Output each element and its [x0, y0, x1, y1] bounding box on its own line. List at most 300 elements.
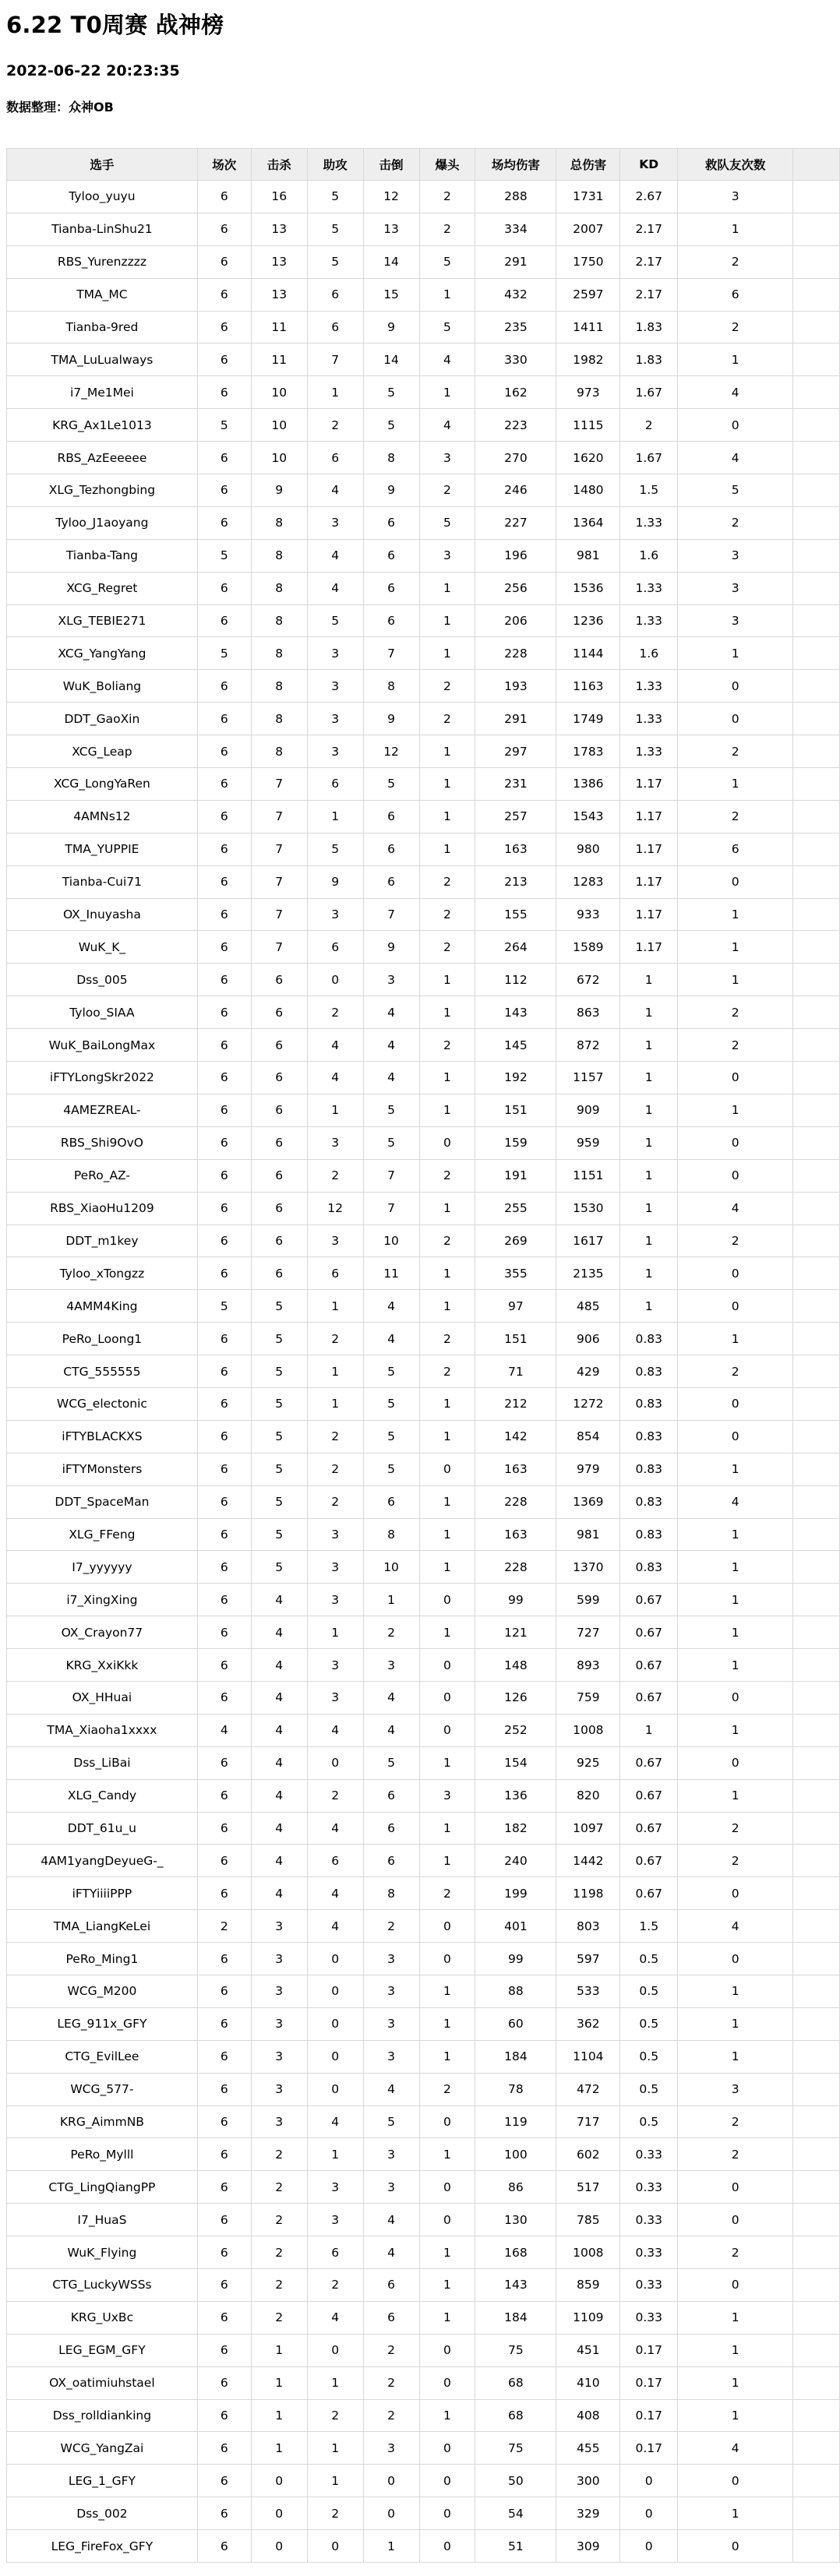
data-credit: 数据整理：众神OB [6, 100, 114, 115]
cell-revives: 1 [678, 1714, 793, 1746]
cell-total-damage: 1104 [556, 2040, 620, 2073]
cell-headshots: 0 [419, 2366, 475, 2399]
cell-assists: 2 [307, 1485, 363, 1518]
cell-kd: 0.67 [620, 1779, 678, 1812]
cell-kd: 0.33 [620, 2236, 678, 2269]
cell-revives: 0 [678, 1943, 793, 1975]
cell-extra [793, 931, 840, 964]
cell-revives: 1 [678, 1616, 793, 1649]
table-row [7, 604, 840, 637]
cell-kills: 1 [251, 2366, 307, 2399]
column-header-matches: 场次 [197, 149, 251, 181]
cell-kd: 0.17 [620, 2366, 678, 2399]
cell-matches: 6 [197, 506, 251, 539]
cell-headshots: 1 [419, 2301, 475, 2334]
cell-total-damage: 717 [556, 2106, 620, 2138]
cell-extra [793, 474, 840, 507]
cell-headshots: 1 [419, 2138, 475, 2171]
cell-knockdowns: 6 [363, 1779, 419, 1812]
cell-player: iFTYBLACKXS [7, 1420, 198, 1453]
cell-total-damage: 981 [556, 539, 620, 572]
cell-headshots: 2 [419, 474, 475, 507]
cell-total-damage: 485 [556, 1290, 620, 1323]
table-row [7, 1910, 840, 1943]
cell-total-damage: 1236 [556, 604, 620, 637]
cell-kd: 0.83 [620, 1355, 678, 1388]
cell-kd: 1 [620, 1159, 678, 1192]
cell-revives: 4 [678, 1910, 793, 1943]
cell-revives: 0 [678, 1877, 793, 1910]
cell-revives: 1 [678, 1323, 793, 1355]
cell-matches: 6 [197, 2236, 251, 2269]
cell-player: Dss_LiBai [7, 1746, 198, 1779]
cell-player: CTG_LingQiangPP [7, 2171, 198, 2204]
cell-headshots: 1 [419, 964, 475, 996]
table-row [7, 1518, 840, 1551]
cell-revives: 2 [678, 1029, 793, 1062]
cell-matches: 5 [197, 409, 251, 442]
cell-matches: 6 [197, 1681, 251, 1714]
table-row [7, 1453, 840, 1485]
cell-assists: 3 [307, 2204, 363, 2236]
cell-kd: 0.5 [620, 2106, 678, 2138]
table-row [7, 1714, 840, 1746]
cell-kd: 1 [620, 1225, 678, 1257]
cell-assists: 1 [307, 2432, 363, 2465]
cell-headshots: 1 [419, 2007, 475, 2040]
cell-kills: 13 [251, 213, 307, 245]
cell-total-damage: 1411 [556, 311, 620, 344]
cell-avg-damage: 97 [475, 1290, 556, 1323]
table-row [7, 1584, 840, 1616]
cell-kills: 6 [251, 1225, 307, 1257]
cell-avg-damage: 227 [475, 506, 556, 539]
cell-matches: 5 [197, 637, 251, 670]
cell-extra [793, 506, 840, 539]
cell-headshots: 2 [419, 1877, 475, 1910]
cell-kd: 0.5 [620, 1943, 678, 1975]
cell-player: 4AMNs12 [7, 800, 198, 833]
cell-revives: 0 [678, 703, 793, 735]
cell-avg-damage: 401 [475, 1910, 556, 1943]
cell-player: XLG_FFeng [7, 1518, 198, 1551]
cell-total-damage: 1008 [556, 2236, 620, 2269]
cell-kills: 4 [251, 1616, 307, 1649]
cell-assists: 4 [307, 474, 363, 507]
cell-total-damage: 1115 [556, 409, 620, 442]
cell-avg-damage: 119 [475, 2106, 556, 2138]
cell-kd: 1 [620, 996, 678, 1029]
cell-total-damage: 933 [556, 898, 620, 931]
cell-matches: 6 [197, 604, 251, 637]
cell-kd: 1 [620, 1192, 678, 1225]
table-row [7, 1420, 840, 1453]
cell-knockdowns: 5 [363, 409, 419, 442]
cell-revives: 3 [678, 181, 793, 213]
cell-player: WuK_BaiLongMax [7, 1029, 198, 1062]
cell-player: iFTYLongSkr2022 [7, 1062, 198, 1094]
cell-total-damage: 2597 [556, 278, 620, 311]
table-row [7, 2138, 840, 2171]
cell-total-damage: 1731 [556, 181, 620, 213]
cell-knockdowns: 5 [363, 768, 419, 801]
cell-revives: 0 [678, 2530, 793, 2563]
cell-assists: 6 [307, 311, 363, 344]
cell-total-damage: 1283 [556, 865, 620, 898]
cell-headshots: 1 [419, 376, 475, 409]
cell-revives: 4 [678, 2432, 793, 2465]
cell-knockdowns: 6 [363, 800, 419, 833]
table-row [7, 1877, 840, 1910]
cell-assists: 4 [307, 2106, 363, 2138]
cell-total-damage: 451 [556, 2334, 620, 2366]
table-row [7, 2106, 840, 2138]
cell-kd: 1.17 [620, 898, 678, 931]
cell-total-damage: 2007 [556, 213, 620, 245]
cell-extra [793, 1453, 840, 1485]
cell-matches: 6 [197, 1453, 251, 1485]
cell-revives: 2 [678, 506, 793, 539]
table-row [7, 344, 840, 376]
cell-revives: 2 [678, 1812, 793, 1845]
cell-revives: 1 [678, 2040, 793, 2073]
cell-revives: 2 [678, 2138, 793, 2171]
cell-headshots: 0 [419, 1649, 475, 1682]
cell-matches: 6 [197, 376, 251, 409]
cell-knockdowns: 15 [363, 278, 419, 311]
cell-kills: 0 [251, 2530, 307, 2563]
cell-matches: 6 [197, 1094, 251, 1126]
cell-extra [793, 1584, 840, 1616]
cell-extra [793, 2301, 840, 2334]
table-row [7, 2432, 840, 2465]
cell-kd: 0.33 [620, 2301, 678, 2334]
cell-headshots: 0 [419, 1681, 475, 1714]
cell-knockdowns: 4 [363, 1062, 419, 1094]
cell-headshots: 0 [419, 1126, 475, 1159]
cell-revives: 0 [678, 1387, 793, 1420]
table-row [7, 768, 840, 801]
cell-extra [793, 181, 840, 213]
cell-total-damage: 1370 [556, 1551, 620, 1584]
cell-extra [793, 1616, 840, 1649]
cell-kd: 0.67 [620, 1845, 678, 1877]
cell-assists: 6 [307, 931, 363, 964]
cell-player: DDT_61u_u [7, 1812, 198, 1845]
cell-assists: 2 [307, 2399, 363, 2432]
table-row [7, 1126, 840, 1159]
cell-revives: 1 [678, 768, 793, 801]
cell-player: OX_oatimiuhstael [7, 2366, 198, 2399]
cell-total-damage: 980 [556, 833, 620, 865]
cell-revives: 3 [678, 539, 793, 572]
cell-assists: 5 [307, 833, 363, 865]
cell-total-damage: 1369 [556, 1485, 620, 1518]
cell-extra [793, 409, 840, 442]
cell-matches: 6 [197, 1420, 251, 1453]
cell-kd: 1.33 [620, 735, 678, 768]
cell-kills: 0 [251, 2497, 307, 2530]
page-header [6, 5, 224, 115]
cell-extra [793, 833, 840, 865]
cell-assists: 1 [307, 2366, 363, 2399]
cell-assists: 4 [307, 2301, 363, 2334]
cell-assists: 6 [307, 768, 363, 801]
cell-headshots: 0 [419, 2530, 475, 2563]
cell-total-damage: 863 [556, 996, 620, 1029]
cell-headshots: 2 [419, 1355, 475, 1388]
cell-knockdowns: 14 [363, 344, 419, 376]
column-header-avg-damage: 场均伤害 [475, 149, 556, 181]
cell-assists: 0 [307, 2334, 363, 2366]
table-row [7, 2236, 840, 2269]
cell-matches: 6 [197, 800, 251, 833]
cell-total-damage: 410 [556, 2366, 620, 2399]
cell-kills: 3 [251, 2073, 307, 2106]
cell-avg-damage: 192 [475, 1062, 556, 1094]
cell-revives: 1 [678, 931, 793, 964]
cell-extra [793, 1225, 840, 1257]
cell-knockdowns: 3 [363, 2138, 419, 2171]
cell-matches: 6 [197, 1975, 251, 2007]
table-row [7, 1649, 840, 1682]
cell-player: Dss_005 [7, 964, 198, 996]
cell-player: XCG_Leap [7, 735, 198, 768]
cell-knockdowns: 12 [363, 181, 419, 213]
cell-matches: 6 [197, 344, 251, 376]
cell-headshots: 1 [419, 1616, 475, 1649]
table-row [7, 1746, 840, 1779]
cell-avg-damage: 100 [475, 2138, 556, 2171]
cell-kd: 0.5 [620, 2073, 678, 2106]
cell-avg-damage: 50 [475, 2465, 556, 2497]
table-row [7, 442, 840, 474]
cell-assists: 0 [307, 2530, 363, 2563]
cell-knockdowns: 5 [363, 376, 419, 409]
cell-revives: 1 [678, 2399, 793, 2432]
cell-total-damage: 925 [556, 1746, 620, 1779]
cell-total-damage: 533 [556, 1975, 620, 2007]
cell-revives: 0 [678, 1257, 793, 1290]
cell-player: TMA_LuLualways [7, 344, 198, 376]
cell-kd: 1.17 [620, 833, 678, 865]
cell-revives: 4 [678, 442, 793, 474]
cell-headshots: 1 [419, 996, 475, 1029]
cell-matches: 6 [197, 245, 251, 278]
cell-kd: 0.17 [620, 2432, 678, 2465]
cell-kd: 1 [620, 1257, 678, 1290]
cell-kd: 1.33 [620, 506, 678, 539]
cell-matches: 4 [197, 1714, 251, 1746]
cell-headshots: 0 [419, 2334, 475, 2366]
cell-avg-damage: 78 [475, 2073, 556, 2106]
cell-kd: 1.33 [620, 572, 678, 604]
table-row [7, 213, 840, 245]
cell-headshots: 0 [419, 1910, 475, 1943]
cell-headshots: 1 [419, 1975, 475, 2007]
cell-kd: 0.33 [620, 2269, 678, 2302]
cell-avg-damage: 334 [475, 213, 556, 245]
cell-extra [793, 1746, 840, 1779]
cell-kd: 0.33 [620, 2171, 678, 2204]
table-row [7, 703, 840, 735]
cell-matches: 6 [197, 1387, 251, 1420]
cell-extra [793, 1159, 840, 1192]
cell-kd: 2 [620, 409, 678, 442]
cell-kills: 2 [251, 2301, 307, 2334]
cell-kills: 6 [251, 996, 307, 1029]
cell-matches: 6 [197, 1062, 251, 1094]
cell-headshots: 3 [419, 442, 475, 474]
table-row [7, 996, 840, 1029]
cell-extra [793, 1681, 840, 1714]
cell-kd: 1.17 [620, 800, 678, 833]
table-row [7, 1485, 840, 1518]
cell-headshots: 1 [419, 1746, 475, 1779]
cell-knockdowns: 3 [363, 1943, 419, 1975]
cell-matches: 6 [197, 2171, 251, 2204]
cell-matches: 6 [197, 213, 251, 245]
cell-player: TMA_LiangKeLei [7, 1910, 198, 1943]
cell-knockdowns: 7 [363, 1159, 419, 1192]
cell-avg-damage: 71 [475, 1355, 556, 1388]
cell-extra [793, 2171, 840, 2204]
cell-revives: 4 [678, 1485, 793, 1518]
cell-headshots: 1 [419, 278, 475, 311]
cell-headshots: 1 [419, 768, 475, 801]
cell-knockdowns: 6 [363, 1812, 419, 1845]
cell-extra [793, 2399, 840, 2432]
cell-extra [793, 2007, 840, 2040]
table-row [7, 474, 840, 507]
cell-avg-damage: 199 [475, 1877, 556, 1910]
cell-kills: 4 [251, 1649, 307, 1682]
cell-player: CTG_555555 [7, 1355, 198, 1388]
cell-extra [793, 1257, 840, 1290]
cell-avg-damage: 162 [475, 376, 556, 409]
cell-knockdowns: 3 [363, 2040, 419, 2073]
cell-player: LEG_1_GFY [7, 2465, 198, 2497]
cell-knockdowns: 9 [363, 474, 419, 507]
cell-player: I7_yyyyyy [7, 1551, 198, 1584]
cell-player: WCG_577- [7, 2073, 198, 2106]
cell-revives: 1 [678, 2301, 793, 2334]
cell-headshots: 2 [419, 931, 475, 964]
table-row [7, 2269, 840, 2302]
cell-kills: 4 [251, 1812, 307, 1845]
cell-assists: 4 [307, 539, 363, 572]
cell-total-damage: 854 [556, 1420, 620, 1453]
cell-avg-damage: 191 [475, 1159, 556, 1192]
cell-total-damage: 1620 [556, 442, 620, 474]
column-header-player: 选手 [7, 149, 198, 181]
cell-avg-damage: 145 [475, 1029, 556, 1062]
cell-extra [793, 670, 840, 703]
cell-matches: 6 [197, 996, 251, 1029]
cell-extra [793, 245, 840, 278]
cell-kd: 1 [620, 964, 678, 996]
cell-revives: 2 [678, 996, 793, 1029]
cell-total-damage: 1617 [556, 1225, 620, 1257]
cell-kd: 0.5 [620, 2040, 678, 2073]
cell-headshots: 1 [419, 1518, 475, 1551]
cell-player: Tianba-Tang [7, 539, 198, 572]
cell-player: RBS_AzEeeeee [7, 442, 198, 474]
cell-kills: 2 [251, 2171, 307, 2204]
table-row [7, 670, 840, 703]
cell-revives: 1 [678, 637, 793, 670]
cell-kd: 0.83 [620, 1485, 678, 1518]
cell-kd: 0.67 [620, 1681, 678, 1714]
column-header-headshots: 爆头 [419, 149, 475, 181]
cell-kd: 1.6 [620, 539, 678, 572]
cell-assists: 3 [307, 1649, 363, 1682]
cell-kd: 1.67 [620, 376, 678, 409]
cell-extra [793, 1420, 840, 1453]
cell-headshots: 5 [419, 506, 475, 539]
cell-extra [793, 1910, 840, 1943]
cell-kills: 6 [251, 1257, 307, 1290]
cell-kd: 0.5 [620, 1975, 678, 2007]
cell-assists: 5 [307, 604, 363, 637]
cell-avg-damage: 112 [475, 964, 556, 996]
cell-extra [793, 1714, 840, 1746]
cell-matches: 6 [197, 1943, 251, 1975]
cell-knockdowns: 5 [363, 1126, 419, 1159]
cell-kills: 6 [251, 1159, 307, 1192]
cell-kd: 1.33 [620, 604, 678, 637]
cell-knockdowns: 6 [363, 2269, 419, 2302]
cell-matches: 5 [197, 1290, 251, 1323]
cell-assists: 3 [307, 703, 363, 735]
cell-kd: 0 [620, 2530, 678, 2563]
cell-assists: 0 [307, 1975, 363, 2007]
table-row [7, 1029, 840, 1062]
cell-assists: 3 [307, 1551, 363, 1584]
cell-kills: 6 [251, 1029, 307, 1062]
table-row [7, 2040, 840, 2073]
cell-assists: 1 [307, 2138, 363, 2171]
cell-extra [793, 1192, 840, 1225]
cell-headshots: 0 [419, 1453, 475, 1485]
table-row [7, 1192, 840, 1225]
cell-knockdowns: 5 [363, 2106, 419, 2138]
cell-matches: 6 [197, 1029, 251, 1062]
cell-knockdowns: 6 [363, 604, 419, 637]
cell-avg-damage: 143 [475, 996, 556, 1029]
table-row [7, 964, 840, 996]
cell-kd: 1.6 [620, 637, 678, 670]
cell-knockdowns: 2 [363, 2399, 419, 2432]
cell-kills: 6 [251, 1062, 307, 1094]
cell-player: Dss_rolldianking [7, 2399, 198, 2432]
cell-revives: 1 [678, 2334, 793, 2366]
cell-revives: 0 [678, 670, 793, 703]
cell-revives: 0 [678, 1746, 793, 1779]
cell-kd: 0 [620, 2497, 678, 2530]
cell-knockdowns: 5 [363, 1094, 419, 1126]
cell-player: 4AMEZREAL- [7, 1094, 198, 1126]
cell-avg-damage: 143 [475, 2269, 556, 2302]
cell-total-damage: 472 [556, 2073, 620, 2106]
cell-matches: 6 [197, 2497, 251, 2530]
cell-kills: 8 [251, 703, 307, 735]
cell-assists: 4 [307, 1910, 363, 1943]
cell-assists: 0 [307, 964, 363, 996]
cell-extra [793, 278, 840, 311]
cell-matches: 6 [197, 181, 251, 213]
cell-avg-damage: 154 [475, 1746, 556, 1779]
